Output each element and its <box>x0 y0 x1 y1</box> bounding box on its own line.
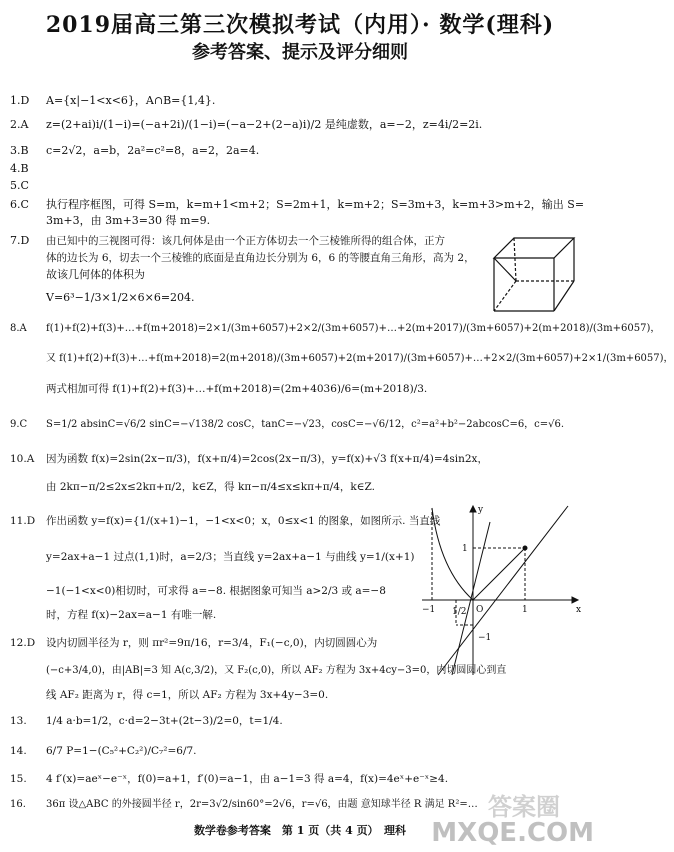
answer-line: 4.B <box>10 162 29 175</box>
answer-line: 10.A 因为函数 f(x)=2sin(2x−π/3)，f(x+π/4)=2cos(2x−π/3)，y=f(x)+√3 f(x+π/4)=4sin2x， <box>10 453 488 465</box>
answer-line: (−c+3/4,0)，由|AB|=3 知 A(c,3/2)，又 F₂(c,0)，所以 AF₂ 方程为 3x+4cy−3=0，内切圆圆心到直 <box>46 665 507 676</box>
answer-line: 由 2kπ−π/2≤2x≤2kπ+π/2，k∈Z，得 kπ−π/4≤x≤kπ+π/4，k∈Z. <box>46 481 375 493</box>
answer-line: 线 AF₂ 距离为 r，得 c=1，所以 AF₂ 方程为 3x+4y−3=0. <box>46 689 329 701</box>
answer-line: 体的边长为 6，切去一个三棱锥的底面是直角边长分别为 6，6 的等腰直角三角形，高为 2， <box>46 252 475 264</box>
tick-label: −1 <box>422 605 436 615</box>
page-subtitle: 参考答案、提示及评分细则 <box>192 42 408 63</box>
tick-label: 1/2 <box>452 607 467 617</box>
watermark-logo: 答案圈 <box>488 793 560 821</box>
tick-label: −1 <box>478 633 492 643</box>
answer-line: 8.A f(1)+f(2)+f(3)+…+f(m+2018)=2×1/(3m+6057)+2×2/(3m+6057)+…+2(m+2017)/(3m+6057)+2(m+2018)/(3m+6057)， <box>10 323 661 334</box>
answer-line: y=2ax+a−1 过点(1,1)时，a=2/3；当直线 y=2ax+a−1 与曲线 y=1/(x+1) <box>46 551 415 563</box>
answer-line: 时，方程 f(x)−2ax=a−1 有唯一解. <box>46 609 217 621</box>
cube-figure <box>486 226 586 316</box>
x-axis-label: x <box>576 605 582 615</box>
answer-line: 7.D 由已知中的三视图可得：该几何体是由一个正方体切去一个三棱锥所得的组合体，正方 <box>10 234 445 247</box>
answer-line: 15. 4 f′(x)=aeˣ−e⁻ˣ，f(0)=a+1，f′(0)=a−1，由 a−1=3 得 a=4，f(x)=4eˣ+e⁻ˣ≥4. <box>10 773 449 785</box>
page-title: 2019届高三第三次模拟考试（内用）· 数学(理科) <box>45 12 555 38</box>
watermark-url: MXQE.COM <box>431 818 594 848</box>
answer-line: 故该几何体的体积为 <box>46 268 145 281</box>
answer-line: 5.C <box>10 179 29 192</box>
answer-line: 11.D 作出函数 y=f(x)={1/(x+1)−1，−1<x<0；x，0≤x<1 的图象，如图所示. 当直线 <box>10 515 441 527</box>
tick-label: 1 <box>522 605 528 615</box>
page-footer: 数学卷参考答案 第 1 页（共 4 页） 理科 <box>193 824 407 837</box>
answer-line: 13. 1/4 a·b=1/2，c·d=2−3t+(2t−3)/2=0，t=1/4. <box>10 715 283 727</box>
origin-label: O <box>476 605 484 615</box>
answer-line: 9.C S=1/2 absinC=√6/2 sinC=−√138/2 cosC，tanC=−√23，cosC=−√6/12，c²=a²+b²−2abcosC=6，c=√6. <box>10 419 565 430</box>
answer-line: 2.A z=(2+ai)i/(1−i)=(−a+2i)/(1−i)=(−a−2+(2−a)i)/2 是纯虚数，a=−2，z=4i/2=2i. <box>10 118 483 131</box>
function-graph-figure <box>418 500 588 680</box>
tick-label: 1 <box>462 544 468 554</box>
answer-line: V=6³−1/3×1/2×6×6=204. <box>46 291 195 304</box>
answer-line: 12.D 设内切圆半径为 r，则 πr²=9π/16，r=3/4，F₁(−c,0)，内切圆圆心为 <box>10 637 378 649</box>
answer-line: 又 f(1)+f(2)+f(3)+…+f(m+2018)=2(m+2018)/(3m+6057)+2(m+2017)/(3m+6057)+…+2×2/(3m+6057)+2×1/(3m+6057)， <box>46 353 674 364</box>
y-axis-label: y <box>478 505 484 515</box>
answer-line: 3m+3，由 3m+3=30 得 m=9. <box>46 214 211 227</box>
answer-line: 6.C 执行程序框图，可得 S=m，k=m+1<m+2；S=2m+1，k=m+2；S=3m+3，k=m+3>m+2，输出 S= <box>10 198 585 211</box>
answer-line: −1(−1<x<0)相切时，可求得 a=−8. 根据图象可知当 a>2/3 或 a=−8 <box>46 585 386 597</box>
answer-line: 1.D A={x|−1<x<6}，A∩B={1,4}. <box>10 94 216 107</box>
answer-line: 14. 6/7 P=1−(C₅²+C₂²)/C₇²=6/7. <box>10 745 197 757</box>
answer-line: 3.B c=2√2，a=b，2a²=c²=8，a=2，2a=4. <box>10 144 260 157</box>
answer-line: 16. 36π 设△ABC 的外接圆半径 r，2r=3√2/sin60°=2√6，r=√6，由题 意知球半径 R 满足 R²=… <box>10 799 478 810</box>
answer-line: 两式相加可得 f(1)+f(2)+f(3)+…+f(m+2018)=(2m+4036)/6=(m+2018)/3. <box>46 383 428 395</box>
